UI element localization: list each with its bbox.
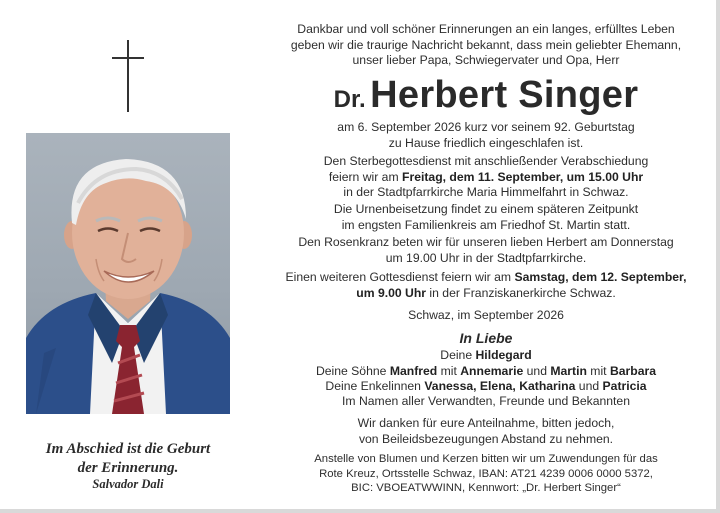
funeral-line-2-text: feiern wir am — [328, 169, 402, 184]
thanks-text — [272, 416, 700, 447]
relatives-line: Im Namen aller Verwandten, Freunde und Bekannten — [342, 394, 630, 408]
name-title: Dr. — [333, 86, 366, 113]
service-date: Samstag, dem 12. September, — [514, 270, 687, 284]
funeral-line-2 — [272, 170, 700, 186]
intro-line-2: geben wir die traurige Nachricht bekannt, dass mein geliebter Ehemann, — [290, 37, 682, 52]
family-and-2: und — [575, 379, 603, 393]
family-list — [272, 348, 700, 395]
family-partner-2: Barbara — [609, 363, 657, 378]
family-grandchildren — [272, 379, 700, 395]
intro-text — [272, 22, 700, 69]
service-line-1-text: Einen weiteren Gottesdienst feiern wir am — [285, 270, 515, 284]
funeral-line-3: in der Stadtpfarrkirche Maria Himmelfahrt in Schwaz. — [343, 185, 629, 199]
place-date: Schwaz, im September 2026 — [408, 308, 564, 322]
donation-line-2: Rote Kreuz, Ortsstelle Schwaz, IBAN: AT21 4239 0006 0000 5372, — [319, 467, 653, 480]
funeral-info — [272, 154, 700, 201]
family-grand-list: Vanessa, Elena, Katharina — [424, 379, 576, 393]
urn-line-1: Die Urnenbeisetzung findet zu einem späteren Zeitpunkt — [333, 202, 639, 216]
service-time: um 9.00 Uhr — [356, 285, 427, 300]
intro-line-1: Dankbar und voll schöner Erinnerungen an ein langes, erfülltes Leben — [297, 22, 675, 36]
family-and-1: und — [523, 363, 551, 378]
urn-line-2: im engsten Familienkreis am Friedhof St. Martin statt. — [341, 217, 631, 232]
service-line-1 — [272, 270, 700, 286]
family-sons — [272, 364, 700, 380]
family-grand-last: Patricia — [602, 379, 647, 393]
quote-text — [20, 440, 236, 478]
donation-line-1: Anstelle von Blumen und Kerzen bitten wir um Zuwendungen für das — [314, 453, 658, 465]
family-wife — [272, 348, 700, 364]
portrait-illustration — [26, 133, 230, 414]
urn-info — [272, 202, 700, 233]
portrait-photo — [26, 133, 230, 414]
family-partner-1: Annemarie — [460, 363, 524, 378]
family-grand-prefix: Deine Enkelinnen — [325, 379, 425, 393]
quote-author: Salvador Dali — [92, 477, 164, 491]
family-with-1: mit — [437, 363, 461, 378]
thanks-line-1: Wir danken für eure Anteilnahme, bitten jedoch, — [357, 416, 615, 430]
family-son-2: Martin — [550, 363, 587, 378]
funeral-line-1: Den Sterbegottesdienst mit anschließender Verabschiedung — [323, 154, 649, 168]
intro-line-3: unser lieber Papa, Schwiegervater und Opa, Herr — [352, 53, 620, 67]
service-line-2-text: in der Franziskanerkirche Schwaz. — [426, 285, 616, 300]
family-with-2: mit — [586, 363, 610, 378]
family-wife-prefix: Deine — [440, 348, 476, 362]
donation-line-3: BIC: VBOEATWWINN, Kennwort: „Dr. Herbert Singer“ — [351, 482, 621, 494]
quote-line-1: Im Abschied ist die Geburt — [45, 441, 211, 457]
in-liebe-heading: In Liebe — [459, 330, 513, 346]
rosary-info — [272, 235, 700, 266]
death-line-1: am 6. September 2026 kurz vor seinem 92. Geburtstag — [337, 120, 635, 134]
rosary-line-2: um 19.00 Uhr in der Stadtpfarrkirche. — [385, 250, 587, 265]
family-wife-name: Hildegard — [475, 348, 532, 362]
thanks-line-2: von Beileidsbezeugungen Abstand zu nehmen. — [358, 431, 614, 446]
quote-line-2: der Erinnerung. — [77, 460, 179, 476]
deceased-name — [272, 74, 700, 117]
death-notice — [272, 120, 700, 151]
donation-text — [272, 452, 700, 496]
funeral-date: Freitag, dem 11. September, um 15.00 Uhr — [402, 169, 644, 184]
service-line-2 — [272, 286, 700, 302]
family-son-1: Manfred — [389, 363, 438, 378]
name-full: Herbert Singer — [370, 74, 639, 116]
family-sons-prefix: Deine Söhne — [315, 363, 390, 378]
cross-icon — [112, 40, 144, 112]
rosary-line-1: Den Rosenkranz beten wir für unseren lieben Herbert am Donnerstag — [298, 235, 674, 249]
death-line-2: zu Hause friedlich eingeschlafen ist. — [388, 135, 584, 150]
service-info — [272, 270, 700, 301]
